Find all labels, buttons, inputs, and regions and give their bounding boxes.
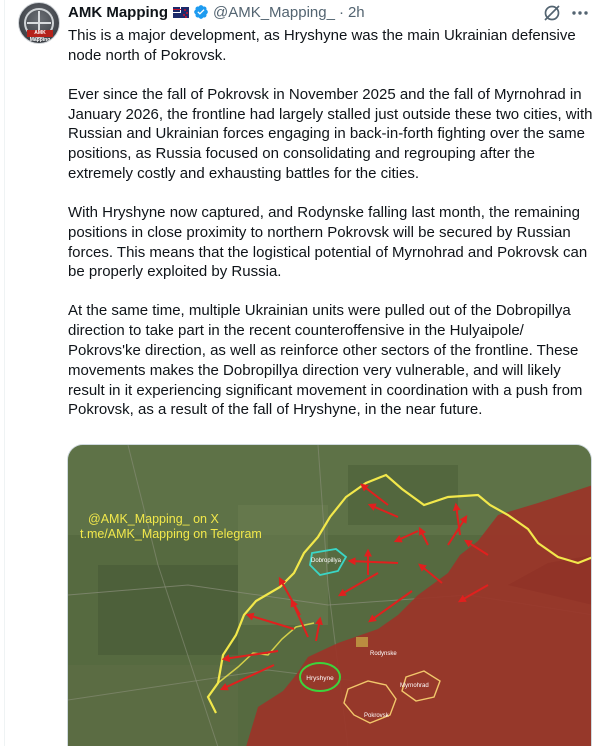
timeline-divider	[4, 0, 5, 746]
map-image[interactable]	[67, 444, 592, 746]
separator-dot: ·	[338, 3, 344, 21]
avatar[interactable]	[18, 2, 60, 44]
map-label-pokrovsk: Pokrovsk	[364, 713, 389, 719]
tweet-paragraph: With Hryshyne now captured, and Rodynske falling last month, the remaining positions in close proximity to northern Pokrovsk will be secured by Russian forces. This means that the logistical potential of Myrnohrad and Pokrovsk can be properly exploited by Russia.	[68, 203, 588, 281]
verified-badge-icon	[193, 4, 209, 20]
more-icon[interactable]	[570, 3, 590, 23]
map-label-rodynske: Rodynske	[370, 651, 397, 657]
author-handle[interactable]: @AMK_Mapping_	[212, 3, 335, 21]
map-graphic	[68, 445, 592, 746]
tweet-paragraph: This is a major development, as Hryshyne was the main Ukrainian defensive node north of Pokrovsk.	[68, 27, 576, 64]
map-label-dobropillya: Dobropillya	[310, 558, 342, 564]
tweet-text	[68, 26, 593, 439]
author-name[interactable]: AMK Mapping	[68, 3, 168, 21]
tweet-paragraph: Ever since the fall of Pokrovsk in November 2025 and the fall of Myrnohrad in January 2026, the frontline had largely stalled just outside these two cities, with Russian and Ukrainian forces engaging in back-in-forth fighting over the same positions, as Russia focused on consolidating and regrouping after the extremely costly and exhausting battles for the cities.	[68, 85, 593, 182]
watermark-telegram: t.me/AMK_Mapping on Telegram	[80, 527, 262, 541]
tweet-header	[68, 2, 365, 22]
grok-icon[interactable]	[542, 3, 562, 23]
timestamp[interactable]: 2h	[347, 3, 365, 21]
new-zealand-flag-icon	[173, 7, 189, 18]
watermark-x: @AMK_Mapping_ on X	[88, 512, 219, 526]
avatar-logo-text: AMK Mapping	[27, 30, 53, 37]
map-label-hryshyne: Hryshyne	[306, 675, 334, 682]
tweet-paragraph: At the same time, multiple Ukrainian units were pulled out of the Dobropillya direction to take part in the recent counteroffensive in the Hulyaipole/ Pokrovs'ke direction, as well as reinforce other sectors of the frontline. These movements makes the Dobropillya direction very vulnerable, and will likely result in it experiencing significant movement in coordination with a push from Pokrovsk, as a result of the fall of Hryshyne, in the near future.	[68, 302, 583, 419]
rodynske-marker	[356, 637, 368, 647]
map-label-myrnohrad: Myrnohrad	[400, 683, 429, 689]
